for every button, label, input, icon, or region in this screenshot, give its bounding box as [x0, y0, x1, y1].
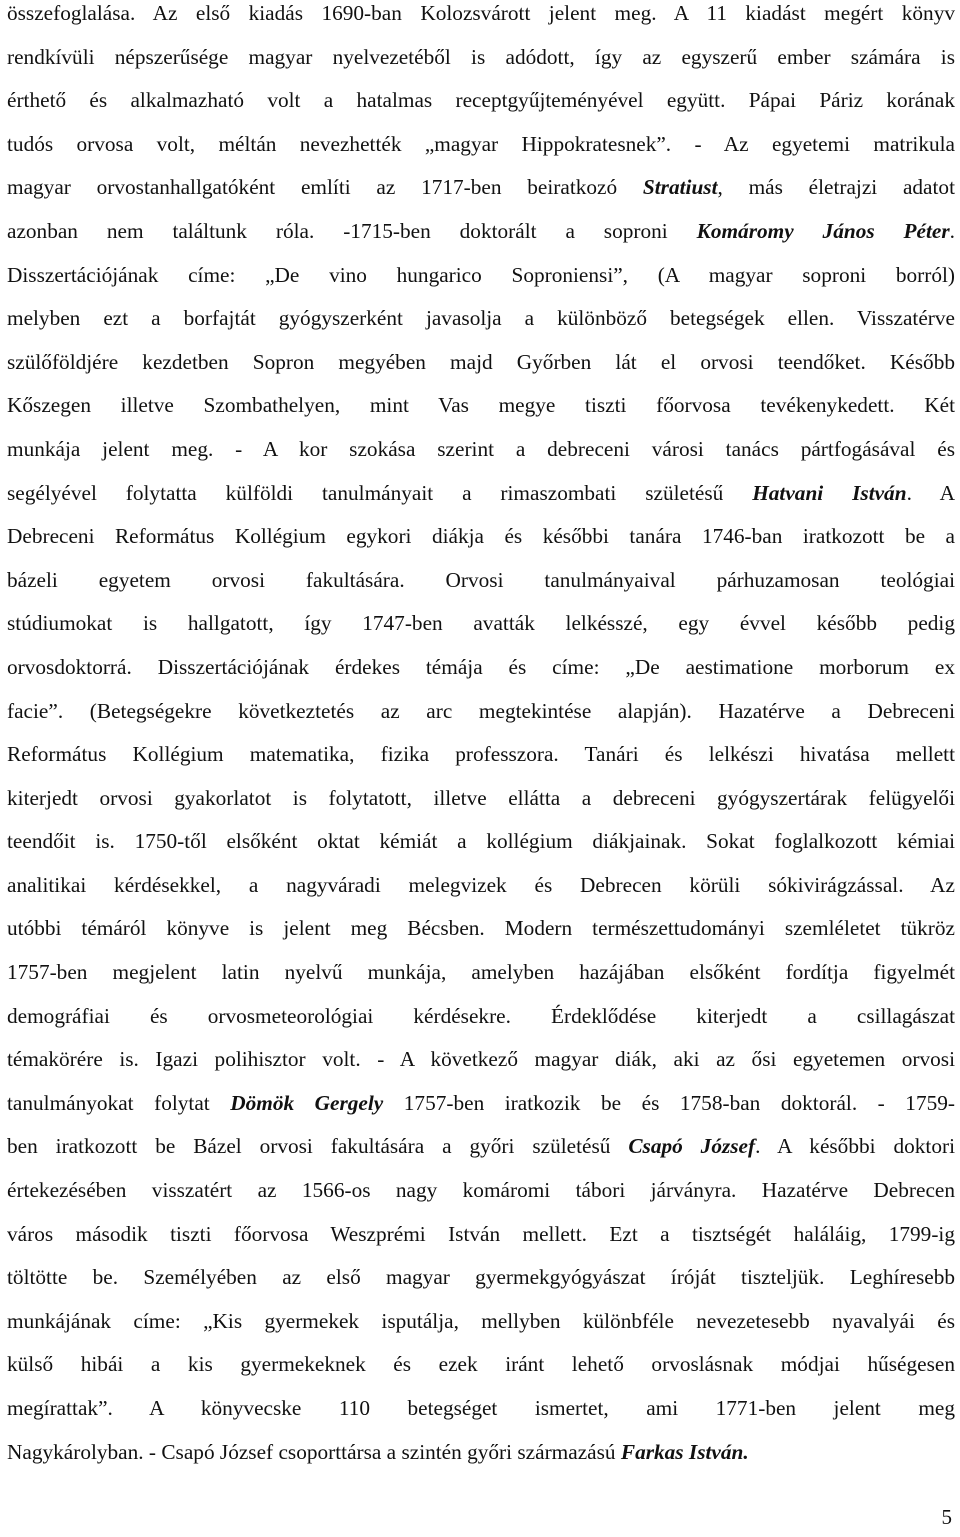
text-fragment: melyben ezt a borfajtát gyógyszerként javasolja a különböző betegségek ellen. Visszatérve: [7, 306, 955, 331]
text-line: [7, 166, 955, 210]
text-fragment: munkája jelent meg. - A kor szokása szerint a debreceni városi tanács pártfogásával és: [7, 436, 955, 461]
text-fragment: külső hibái a kis gyermekeknek és ezek iránt lehető orvoslásnak módjai hűségesen: [7, 1352, 955, 1377]
text-fragment: . A: [906, 480, 955, 505]
text-line: [7, 820, 955, 864]
text-fragment: Református Kollégium matematika, fizika professzora. Tanári és lelkészi hivatása mellett: [7, 742, 955, 767]
text-fragment: facie”. (Betegségekre következtetés az arc megtekintése alapján). Hazatérve a Debreceni: [7, 698, 955, 723]
text-line: [7, 341, 955, 385]
text-line: [7, 1300, 955, 1344]
text-fragment: analitikai kérdésekkel, a nagyváradi melegvizek és Debrecen körüli sókivirágzással. Az: [7, 872, 955, 897]
text-fragment: tanulmányokat folytat: [7, 1090, 231, 1115]
text-fragment: témakörére is. Igazi polihisztor volt. - A következő magyar diák, aki az ősi egyetemen orvosi: [7, 1047, 955, 1072]
text-line: [7, 1387, 955, 1431]
text-line: [7, 951, 955, 995]
text-line: [7, 646, 955, 690]
text-line: [7, 777, 955, 821]
text-line: [7, 864, 955, 908]
text-line: [7, 123, 955, 167]
text-line: [7, 384, 955, 428]
text-fragment: demográfiai és orvosmeteorológiai kérdésekre. Érdeklődése kiterjedt a csillagászat: [7, 1003, 955, 1028]
text-line: [7, 1431, 955, 1475]
text-fragment: szülőföldjére kezdetben Sopron megyében majd Győrben lát el orvosi teendőket. Később: [7, 349, 955, 374]
text-fragment: értekezésében visszatért az 1566-os nagy komáromi tábori járványra. Hazatérve Debrecen: [7, 1178, 955, 1203]
text-line: [7, 733, 955, 777]
text-line: [7, 1343, 955, 1387]
text-line: [7, 1169, 955, 1213]
text-line: [7, 559, 955, 603]
text-fragment: utóbbi témáról könyve is jelent meg Bécsben. Modern természettudományi szemléletet tükröz: [7, 916, 955, 941]
text-line: [7, 1125, 955, 1169]
text-fragment: azonban nem találtunk róla. -1715-ben doktorált a soproni: [7, 218, 697, 243]
text-fragment: .: [949, 218, 955, 243]
text-fragment: rendkívüli népszerűsége magyar nyelvezetéből is adódott, így az egyszerű ember számára is: [7, 44, 955, 69]
body-text: [7, 0, 955, 1474]
text-fragment: város második tiszti főorvosa Weszprémi István mellett. Ezt a tisztségét haláláig, 1799-ig: [7, 1221, 955, 1246]
text-fragment: ben iratkozott be Bázel orvosi fakultására a győri születésű: [7, 1134, 629, 1159]
page-number: 5: [941, 1505, 952, 1529]
text-fragment: bázeli egyetem orvosi fakultására. Orvosi tanulmányaival párhuzamosan teológiai: [7, 567, 955, 592]
text-line: [7, 602, 955, 646]
text-line: [7, 995, 955, 1039]
text-fragment: segélyével folytatta külföldi tanulmányait a rimaszombati születésű: [7, 480, 753, 505]
text-fragment: magyar orvostanhallgatóként említi az 1717-ben beiratkozó: [7, 175, 643, 200]
text-line: [7, 1256, 955, 1300]
text-line: [7, 428, 955, 472]
text-fragment: Kőszegen illetve Szombathelyen, mint Vas megye tiszti főorvosa tevékenykedett. Két: [7, 393, 955, 418]
text-fragment: Debreceni Református Kollégium egykori diákja és későbbi tanára 1746-ban iratkozott be a: [7, 524, 955, 549]
text-fragment: kiterjedt orvosi gyakorlatot is folytatott, illetve ellátta a debreceni gyógyszertárak felügyelői: [7, 785, 955, 810]
text-fragment: stúdiumokat is hallgatott, így 1747-ben avatták lelkésszé, egy évvel később pedig: [7, 611, 955, 636]
text-line: [7, 0, 955, 36]
text-fragment: . A későbbi doktori: [755, 1134, 955, 1159]
text-line: [7, 1213, 955, 1257]
person-name: Csapó József: [628, 1134, 756, 1159]
text-line: [7, 210, 955, 254]
text-fragment: Nagykárolyban. - Csapó József csoporttársa a szintén győri származású: [7, 1439, 621, 1464]
text-line: [7, 907, 955, 951]
text-line: [7, 254, 955, 298]
text-line: [7, 79, 955, 123]
text-fragment: Disszertációjának címe: „De vino hungarico Soproniensi”, (A magyar soproni borról): [7, 262, 955, 287]
person-name: Hatvani István: [752, 480, 907, 505]
text-fragment: összefoglalása. Az első kiadás 1690-ban Kolozsvárott jelent meg. A 11 kiadást megért könyv: [7, 1, 955, 25]
text-fragment: 1757-ben megjelent latin nyelvű munkája, amelyben hazájában elsőként fordítja figyelmét: [7, 960, 955, 985]
person-name: Farkas István.: [620, 1439, 749, 1464]
text-line: [7, 690, 955, 734]
text-fragment: orvosdoktorrá. Disszertációjának érdekes témája és címe: „De aestimatione morborum ex: [7, 654, 955, 679]
text-fragment: , más életrajzi adatot: [717, 175, 955, 200]
person-name: Stratiust: [642, 175, 718, 200]
text-fragment: teendőit is. 1750-től elsőként oktat kémiát a kollégium diákjainak. Sokat foglalkozott kémiai: [7, 829, 955, 854]
text-fragment: 1757-ben iratkozik be és 1758-ban doktorál. - 1759-: [383, 1090, 955, 1115]
text-fragment: töltötte be. Személyében az első magyar gyermekgyógyászat íróját tiszteljük. Leghíresebb: [7, 1265, 955, 1290]
text-line: [7, 515, 955, 559]
text-fragment: megírattak”. A könyvecske 110 betegséget ismertet, ami 1771-ben jelent meg: [7, 1396, 955, 1420]
text-line: [7, 297, 955, 341]
text-line: [7, 1082, 955, 1126]
person-name: Komáromy János Péter: [696, 218, 950, 243]
text-line: [7, 36, 955, 80]
text-line: [7, 1038, 955, 1082]
text-fragment: érthető és alkalmazható volt a hatalmas receptgyűjteményével együtt. Pápai Páriz korának: [7, 88, 955, 113]
person-name: Dömök Gergely: [230, 1090, 384, 1115]
text-line: [7, 472, 955, 516]
text-fragment: tudós orvosa volt, méltán nevezhették „magyar Hippokratesnek”. - Az egyetemi matrikula: [7, 131, 955, 156]
text-fragment: munkájának címe: „Kis gyermekek isputálja, mellyben különbféle nevezetesebb nyavalyái és: [7, 1308, 955, 1333]
